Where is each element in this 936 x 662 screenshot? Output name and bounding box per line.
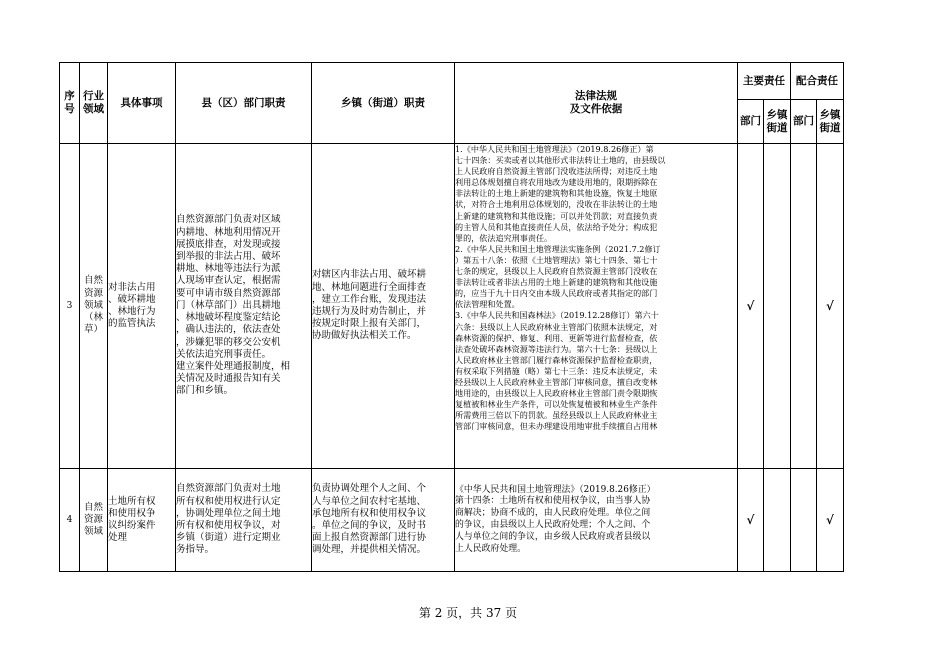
header-law: 法律法规 及文件依据 [455,63,738,144]
row-main-dept-check: √ [738,469,764,572]
row-coop-town-check: √ [817,144,844,469]
header-matter: 具体事项 [108,63,176,144]
header-coop-dept: 部门 [791,100,817,144]
page-footer: 第 2 页，共 37 页 [418,606,518,620]
header-coop-town: 乡镇 街道 [817,100,844,144]
row-county-duty: 自然资源部门负责对土地 所有权和使用权进行认定 ，协调处理单位之间土地 所有权和使用权争议，对 乡镇（街道）进行定期业 务指导。 [176,469,312,572]
header-county-duty: 县（区）部门职责 [176,63,312,144]
row-seq: 3 [60,144,80,469]
table-row [60,469,844,572]
header-main-town: 乡镇 街道 [764,100,791,144]
row-coop-dept-check [791,144,817,469]
header-coop-resp: 配合责任 [791,63,844,100]
row-matter: 土地所有权 和使用权争 议纠纷案件 处理 [108,469,176,572]
row-main-dept-check: √ [738,144,764,469]
row-industry: 自然 资源 领域 （林 草） [80,144,108,469]
header-town-duty: 乡镇（街道）职责 [312,63,455,144]
row-matter: 对非法占用 、破坏耕地 、林地行为 的监管执法 [108,144,176,469]
row-main-town-check [764,469,791,572]
header-industry: 行业 领域 [80,63,108,144]
row-town-duty: 对辖区内非法占用、破坏耕 地、林地问题进行全面排查 ，建立工作台账，发现违法 违规行为及时劝告制止，并 按规定时限上报有关部门， 协助做好执法相关工作。 [312,144,455,469]
table-row [60,144,844,469]
row-coop-town-check: √ [817,469,844,572]
row-seq: 4 [60,469,80,572]
header-main-resp: 主要责任 [738,63,791,100]
row-industry: 自然 资源 领域 [80,469,108,572]
row-main-town-check [764,144,791,469]
row-law: 1.《中华人民共和国土地管理法》（2019.8.26修正）第 七十四条：买卖或者以其他形式非法转让土地的，由县级以 上人民政府自然资源主管部门没收违法所得；对违反土地 利用总体规划擅自将农用地改为建设用地的，限期拆除在 非法转让的土地上新建的建筑物和其他设施，恢复土地原 状，对符合土地利用总体规划的，没收在非法转让的土地 上新建的建筑物和其他设施；可以并处罚款；对直接负责 的主管人员和其他直接责任人员，依法给予处分；构成犯 罪的，依法追究刑事责任。 2.《中华人民共和国土地管理法实施条例（2021.7.2修订 ）第五十八条：依照《土地管理法》第七十四条、第七十 七条的规定，县级以上人民政府自然资源主管部门没收在 非法转让或者非法占用的土地上新建的建筑物和其他设施 的，应当于九十日内交由本级人民政府或者其指定的部门 依法管理和处置。 3.《中华人民共和国森林法》（2019.12.28修订）第六十 六条：县级以上人民政府林业主管部门依照本法规定，对 森林资源的保护、修复、利用、更新等进行监督检查，依 法查处破坏森林资源等违法行为。第六十七条：县级以上 人民政府林业主管部门履行森林资源保护监督检查职责， 有权采取下列措施（略）第七十三条：违反本法规定，未 经县级以上人民政府林业主管部门审核同意，擅自改变林 地用途的，由县级以上人民政府林业主管部门责令限期恢 复植被和林业生产条件，可以处恢复植被和林业生产条件 所需费用三倍以下的罚款。虽经县级以上人民政府林业主 管部门审核同意，但未办理建设用地审批手续擅自占用林 [455,144,738,469]
row-town-duty: 负责协调处理个人之间、个 人与单位之间农村宅基地、 承包地所有权和使用权争议 。单位之间的争议，及时书 面上报自然资源部门进行协 调处理，并提供相关情况。 [312,469,455,572]
header-row-top [60,63,844,100]
header-main-dept: 部门 [738,100,764,144]
responsibility-table [59,62,844,572]
header-seq: 序 号 [60,63,80,144]
row-coop-dept-check [791,469,817,572]
row-law: 《中华人民共和国土地管理法》（2019.8.26修正） 第十四条：土地所有权和使用权争议，由当事人协 商解决；协商不成的，由人民政府处理。单位之间 的争议，由县级以上人民政府处理；个人之间、个 人与单位之间的争议，由乡级人民政府或者县级以 上人民政府处理。 [455,469,738,572]
row-county-duty: 自然资源部门负责对区域 内耕地、林地利用情况开 展摸底排查，对发现或接 到举报的非法占用、破坏 耕地、林地等违法行为派 人现场审查认定，根据需 要可申请市级自然资源部 门（林草部门）出具耕地 、林地破坏程度鉴定结论 ，确认违法的，依法查处 ，涉嫌犯罪的移交公安机 关依法追究刑事责任。 建立案件处理通报制度，相 关情况及时通报告知有关 部门和乡镇。 [176,144,312,469]
